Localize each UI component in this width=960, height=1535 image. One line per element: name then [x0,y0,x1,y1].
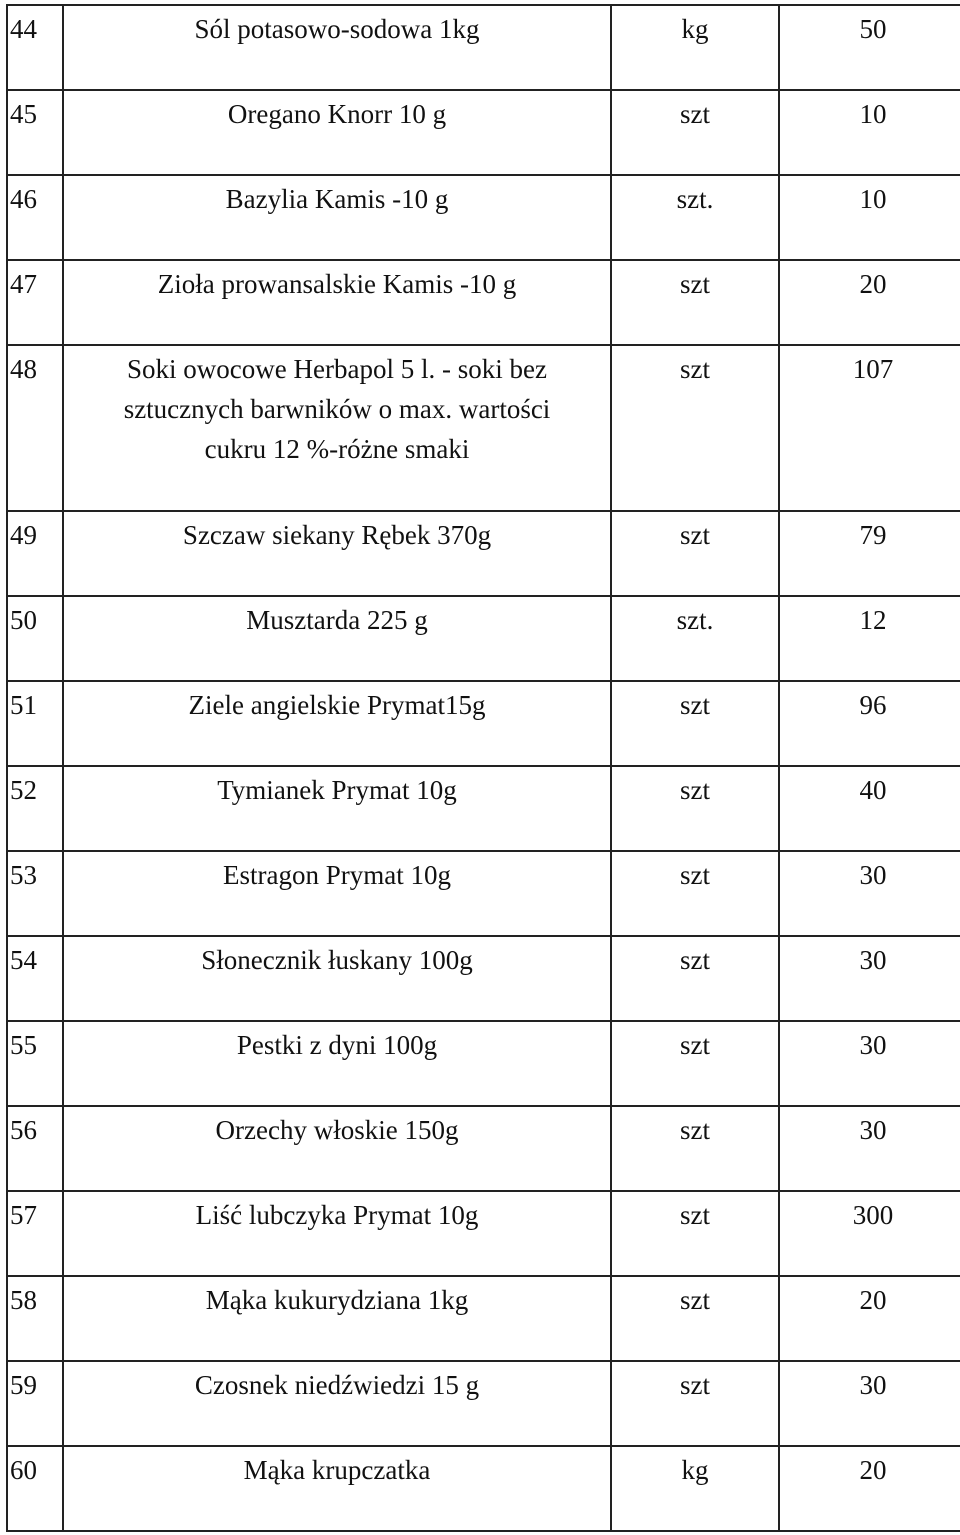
row-number: 51 [7,681,63,766]
quantity: 30 [779,1361,960,1446]
product-table-body [7,5,960,1531]
product-name [63,851,611,936]
product-name-line: Mąka kukurydziana 1kg [205,1285,469,1315]
product-name-line: Musztarda 225 g [246,605,428,635]
product-name-line: Słonecznik łuskany 100g [201,945,473,975]
quantity: 107 [779,345,960,511]
product-name [63,5,611,90]
product-name-line: Bazylia Kamis -10 g [225,184,449,214]
table-row [7,766,960,851]
product-table [6,4,960,1532]
product-name-line: Szczaw siekany Rębek 370g [182,520,492,550]
unit: szt [611,260,779,345]
product-name [63,260,611,345]
table-row [7,681,960,766]
unit: szt. [611,175,779,260]
product-name-line: Zioła prowansalskie Kamis -10 g [157,269,517,299]
product-name [63,1021,611,1106]
product-name-line: Pestki z dyni 100g [236,1030,438,1060]
table-row [7,1106,960,1191]
row-number: 55 [7,1021,63,1106]
table-row [7,511,960,596]
product-name-line: Tymianek Prymat 10g [217,775,457,805]
unit: szt [611,681,779,766]
table-row [7,1276,960,1361]
unit: szt [611,1276,779,1361]
row-number: 58 [7,1276,63,1361]
quantity: 96 [779,681,960,766]
product-name [63,175,611,260]
product-name-line: sztucznych barwników o max. wartości [123,394,551,424]
product-name [63,681,611,766]
product-name-line: Orzechy włoskie 150g [215,1115,459,1145]
unit: szt [611,511,779,596]
product-name-line: Mąka krupczatka [243,1455,431,1485]
unit: szt [611,766,779,851]
row-number: 52 [7,766,63,851]
table-row [7,851,960,936]
product-name [63,596,611,681]
row-number: 45 [7,90,63,175]
quantity: 300 [779,1191,960,1276]
unit: szt [611,1106,779,1191]
unit: szt [611,936,779,1021]
product-name-line: Liść lubczyka Prymat 10g [195,1200,479,1230]
product-name [63,1446,611,1531]
product-name-line: Oregano Knorr 10 g [227,99,447,129]
product-name-line: Czosnek niedźwiedzi 15 g [194,1370,480,1400]
quantity: 20 [779,1276,960,1361]
row-number: 46 [7,175,63,260]
quantity: 20 [779,260,960,345]
row-number: 59 [7,1361,63,1446]
table-row [7,90,960,175]
unit: szt [611,345,779,511]
quantity: 30 [779,936,960,1021]
product-name [63,936,611,1021]
table-row [7,345,960,511]
unit: szt [611,90,779,175]
row-number: 57 [7,1191,63,1276]
quantity: 30 [779,1106,960,1191]
table-row [7,260,960,345]
quantity: 20 [779,1446,960,1531]
unit: kg [611,1446,779,1531]
quantity: 40 [779,766,960,851]
quantity: 79 [779,511,960,596]
quantity: 30 [779,851,960,936]
row-number: 47 [7,260,63,345]
table-row [7,1361,960,1446]
unit: szt. [611,596,779,681]
table-row [7,936,960,1021]
product-name-line: Ziele angielskie Prymat15g [188,690,486,720]
quantity: 50 [779,5,960,90]
quantity: 12 [779,596,960,681]
table-row [7,175,960,260]
product-name [63,511,611,596]
table-row [7,596,960,681]
product-name-line: Estragon Prymat 10g [223,860,451,890]
product-name [63,1361,611,1446]
row-number: 60 [7,1446,63,1531]
product-name [63,766,611,851]
unit: szt [611,851,779,936]
quantity: 30 [779,1021,960,1106]
unit: szt [611,1361,779,1446]
row-number: 53 [7,851,63,936]
table-row [7,1021,960,1106]
unit: szt [611,1021,779,1106]
row-number: 54 [7,936,63,1021]
unit: kg [611,5,779,90]
product-name [63,1106,611,1191]
row-number: 48 [7,345,63,511]
unit: szt [611,1191,779,1276]
product-name [63,90,611,175]
quantity: 10 [779,175,960,260]
product-name [63,1276,611,1361]
product-name-line: Soki owocowe Herbapol 5 l. - soki bez [127,354,547,384]
product-name-line: cukru 12 %-różne smaki [204,434,470,464]
table-row [7,5,960,90]
row-number: 49 [7,511,63,596]
product-name [63,1191,611,1276]
quantity: 10 [779,90,960,175]
row-number: 50 [7,596,63,681]
table-row [7,1446,960,1531]
row-number: 44 [7,5,63,90]
product-name [63,345,611,511]
row-number: 56 [7,1106,63,1191]
table-row [7,1191,960,1276]
product-name-line: Sól potasowo-sodowa 1kg [194,14,480,44]
